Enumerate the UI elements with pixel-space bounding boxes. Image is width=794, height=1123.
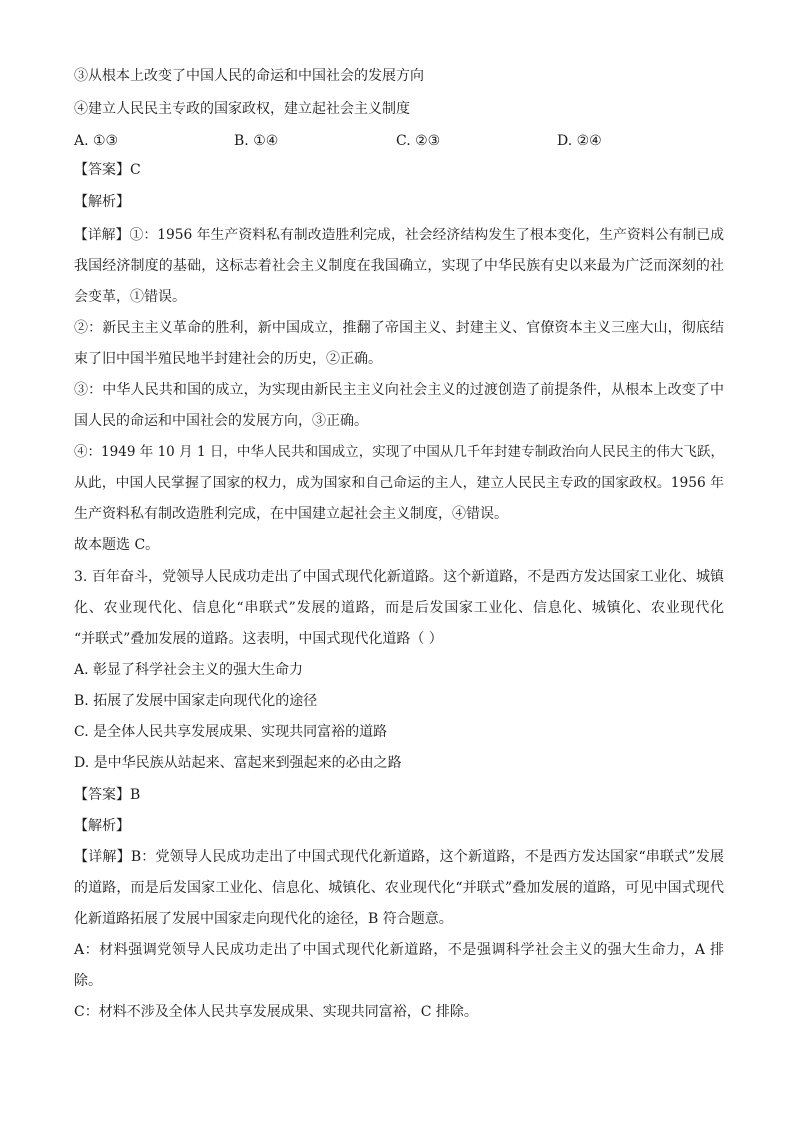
choice-c: C. 是全体人民共享发展成果、实现共同富裕的道路	[74, 724, 388, 740]
choice-d: D. ②④	[557, 133, 602, 149]
detail-line: ③：中华人民共和国的成立，为实现由新民主主义向社会主义的过渡创造了前提条件，从根本上改变了中	[74, 382, 724, 398]
detail-line: C：材料不涉及全体人民共享发展成果、实现共同富裕，C 排除。	[74, 1004, 478, 1020]
detail-line: 【详解】①：1956 年生产资料私有制改造胜利完成，社会经济结构发生了根本变化，生产资料公有制已成	[74, 227, 724, 243]
detail-line: 从此，中国人民掌握了国家的权力，成为国家和自己命运的主人，建立人民民主专政的国家政权。1956 年	[74, 475, 724, 491]
option-item-4: ④建立人民民主专政的国家政权，建立起社会主义制度	[74, 101, 410, 117]
question-stem: 化、农业现代化、信息化“串联式”发展的道路，而是后发国家工业化、信息化、城镇化、农业现代化	[74, 600, 724, 616]
detail-line: ④：1949 年 10 月 1 日，中华人民共和国成立，实现了中国从几千年封建专制政治向人民民主的伟大飞跃，	[74, 444, 724, 460]
detail-line: 生产资料私有制改造胜利完成，在中国建立起社会主义制度，④错误。	[74, 506, 508, 522]
choice-options-row	[74, 131, 724, 151]
question-stem: “并联式”叠加发展的道路。这表明，中国式现代化道路（ ）	[74, 631, 443, 647]
answer-label: 【答案】C	[74, 162, 141, 178]
analysis-label: 【解析】	[74, 818, 130, 834]
detail-line: 会变革，①错误。	[74, 289, 186, 305]
detail-line: 国人民的命运和中国社会的发展方向，③正确。	[74, 413, 368, 429]
detail-line: 除。	[74, 973, 102, 989]
detail-line: ②：新民主主义革命的胜利，新中国成立，推翻了帝国主义、封建主义、官僚资本主义三座大山，彻底结	[74, 320, 724, 336]
choice-b: B. ①④	[234, 133, 279, 149]
detail-line: 的道路，而是后发国家工业化、信息化、城镇化、农业现代化“并联式”叠加发展的道路，可见中国式现代	[74, 880, 724, 896]
detail-line: 束了旧中国半殖民地半封建社会的历史，②正确。	[74, 351, 382, 367]
choice-a: A. ①③	[74, 133, 119, 149]
analysis-label: 【解析】	[74, 194, 130, 210]
choice-c: C. ②③	[396, 133, 441, 149]
choice-a: A. 彰显了科学社会主义的强大生命力	[74, 662, 304, 678]
choice-d: D. 是中华民族从站起来、富起来到强起来的必由之路	[74, 755, 402, 771]
detail-line: 我国经济制度的基础，这标志着社会主义制度在我国确立，实现了中华民族有史以来最为广泛而深刻的社	[74, 258, 724, 274]
question-stem: 3. 百年奋斗，党领导人民成功走出了中国式现代化新道路。这个新道路，不是西方发达国家工业化、城镇	[74, 569, 724, 585]
choice-b: B. 拓展了发展中国家走向现代化的途径	[74, 693, 318, 709]
detail-line: 化新道路拓展了发展中国家走向现代化的途径，B 符合题意。	[74, 911, 453, 927]
answer-label: 【答案】B	[74, 787, 141, 803]
detail-line: 【详解】B：党领导人民成功走出了中国式现代化新道路，这个新道路，不是西方发达国家“串联式”发展	[74, 849, 724, 865]
option-item-3: ③从根本上改变了中国人民的命运和中国社会的发展方向	[74, 68, 424, 84]
detail-line: A：材料强调党领导人民成功走出了中国式现代化新道路，不是强调科学社会主义的强大生命力，A 排	[74, 942, 724, 958]
conclusion-line: 故本题选 C。	[74, 537, 160, 553]
